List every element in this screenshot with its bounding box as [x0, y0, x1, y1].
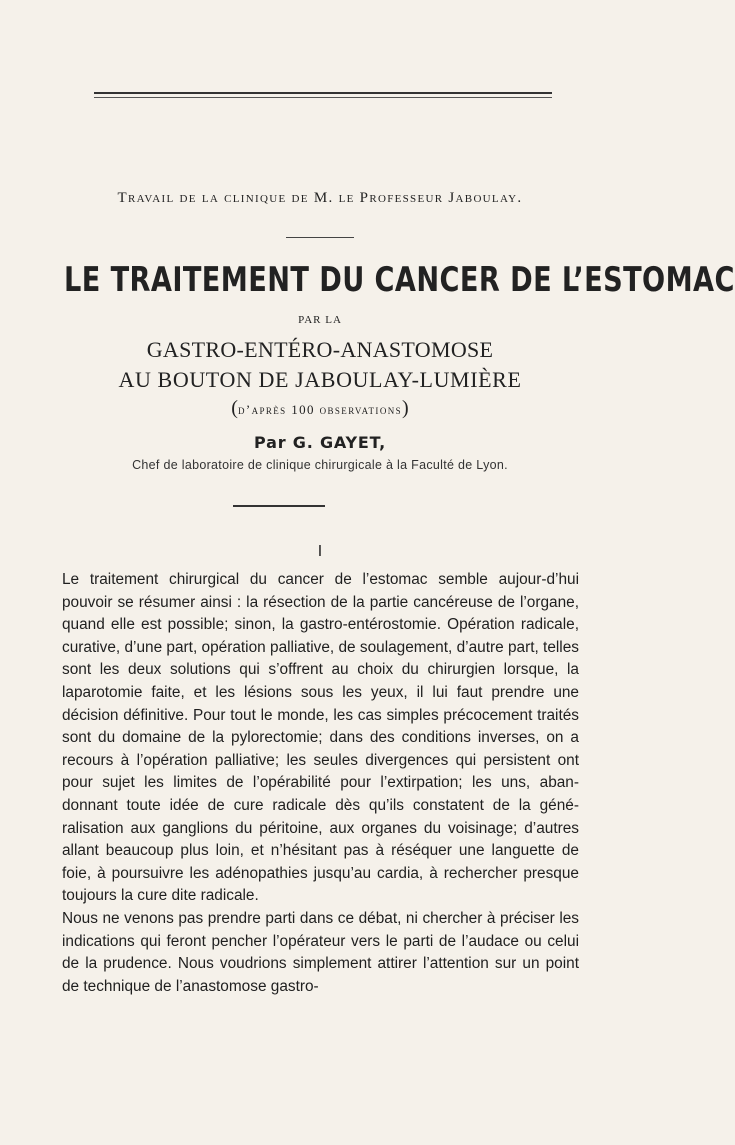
subtitle-line-1: GASTRO-ENTÉRO-ANASTOMOSE [146, 337, 494, 362]
observations-note [0, 397, 640, 420]
observations-text: d’après 100 observations [237, 402, 403, 417]
subtitle-line-2: AU BOUTON DE JABOULAY-LUMIÈRE [118, 367, 522, 392]
author-name: Par G. GAYET, [254, 433, 386, 452]
section-number: I [317, 543, 323, 560]
top-double-rule [94, 92, 552, 98]
title-par-la: PAR LA [298, 314, 342, 326]
clinic-header: Travail de la clinique de M. le Professeur Jaboulay. [117, 190, 523, 206]
paragraph: Le traitement chirurgical du cancer de l’estomac semble aujour-d’hui pouvoir se résumer ainsi : la résection de la partie cancéreuse de l’organe, quand elle est possible; sinon, la gastro-entérostomie. Opération radicale, curative, d’une part, opération palliative, de soulagement, d’autre part, telles sont les deux solutions qui s’offrent au choix du chirurgien lorsque, la laparotomie faite, et les lésions sous les yeux, il lui faut prendre une décision définitive. Pour tout le monde, les cas simples précocement traités sont du domaine de la pylorectomie; dans des conditions inverses, on a recours à l’opération palliative; les seules divergences qui persistent ont pour sujet les limites de l’opérabilité pour l’extirpation; les uns, aban-donnant toute idée de cure radicale dès qu’ils constatent de la géné-ralisation aux ganglions du péritoine, aux organes du voisinage; d’autres allant beaucoup plus loin, et n’hésitant pas à réséquer une languette de foie, à poursuivre les adénopathies jusqu’au cardia, à rechercher presque toujours la cure dite radicale. [62, 571, 579, 905]
body-text [62, 569, 579, 998]
rule-under-header [286, 237, 354, 238]
rule-under-author [233, 505, 325, 507]
author-affiliation: Chef de laboratoire de clinique chirurgicale à la Faculté de Lyon. [132, 458, 508, 472]
paren-open: ( [231, 397, 238, 419]
paren-close: ) [402, 397, 409, 419]
page-title: LE TRAITEMENT DU CANCER DE L’ESTOMAC [64, 260, 735, 300]
paragraph: Nous ne venons pas prendre parti dans ce débat, ni chercher à préciser les indications qui feront pencher l’opérateur vers le parti de l’audace ou celui de la prudence. Nous voudrions simplement attirer l’attention sur un point de technique de l’anastomose gastro- [62, 909, 579, 995]
